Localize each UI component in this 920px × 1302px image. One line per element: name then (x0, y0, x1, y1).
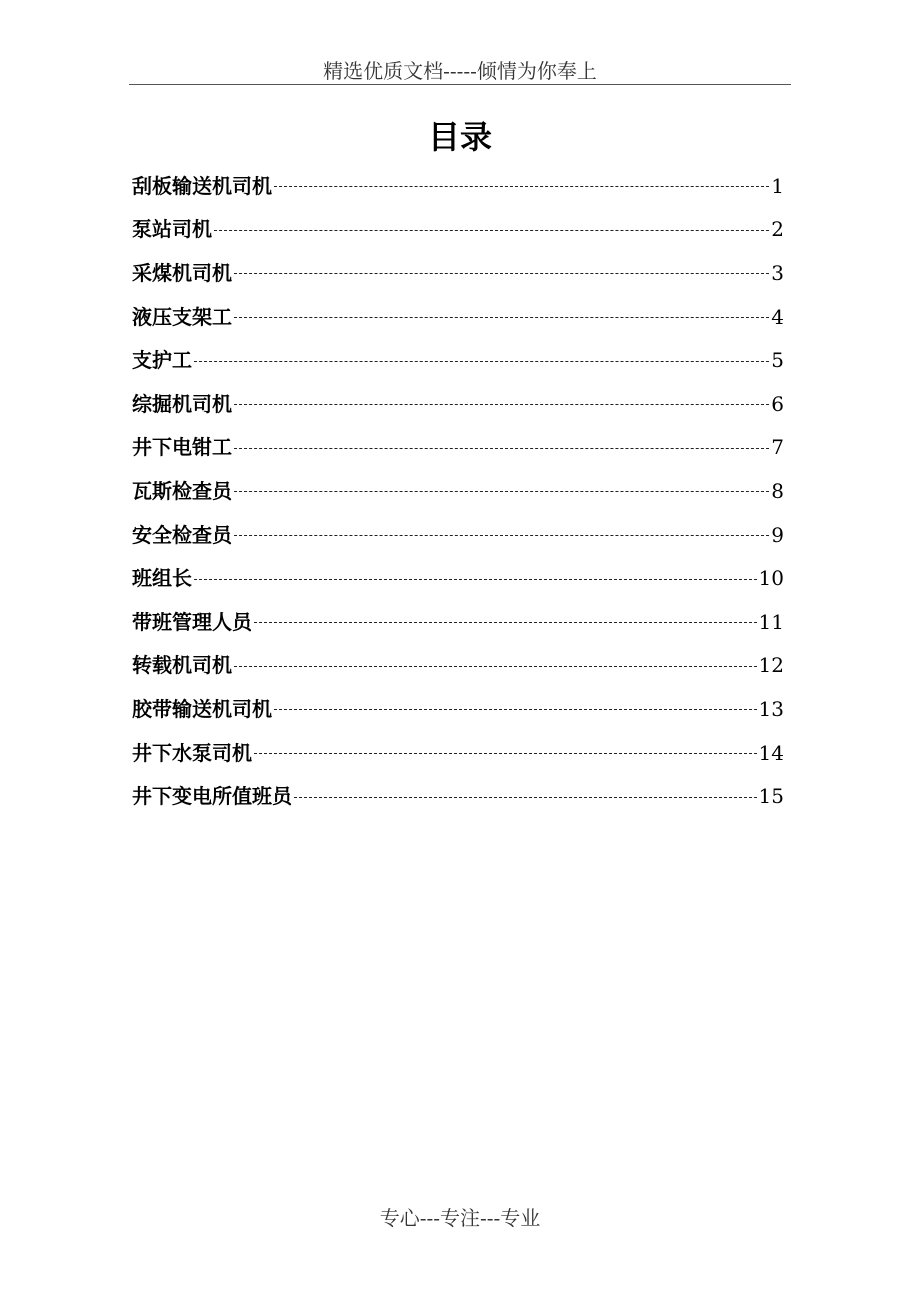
table-of-contents (132, 164, 784, 818)
toc-entry-label: 转载机司机 (132, 653, 232, 678)
toc-entry[interactable] (132, 208, 784, 252)
toc-dot-leader (234, 535, 769, 536)
toc-dot-leader (234, 317, 769, 318)
toc-page-number: 11 (758, 609, 784, 634)
toc-entry[interactable] (132, 164, 784, 208)
page-footer: 专心---专注---专业 (379, 1206, 541, 1230)
toc-page-number: 9 (771, 522, 784, 547)
toc-page-number: 2 (771, 217, 784, 242)
toc-dot-leader (214, 230, 769, 231)
toc-dot-leader (234, 448, 769, 449)
toc-entry-label: 安全检查员 (132, 522, 232, 547)
toc-page-number: 4 (771, 304, 784, 329)
toc-page-number: 7 (771, 435, 784, 460)
toc-entry-label: 综掘机司机 (132, 391, 232, 416)
toc-page-number: 15 (758, 784, 784, 809)
toc-dot-leader (294, 797, 757, 798)
toc-dot-leader (254, 753, 757, 754)
toc-page-number: 5 (771, 348, 784, 373)
toc-entry[interactable] (132, 644, 784, 688)
page-header: 精选优质文档-----倾情为你奉上 (323, 59, 597, 83)
toc-entry-label: 泵站司机 (132, 217, 212, 242)
toc-entry[interactable] (132, 382, 784, 426)
toc-title: 目录 (427, 118, 492, 156)
toc-page-number: 12 (758, 653, 784, 678)
toc-page-number: 10 (758, 566, 784, 591)
toc-dot-leader (234, 273, 769, 274)
toc-entry[interactable] (132, 731, 784, 775)
toc-entry-label: 井下变电所值班员 (132, 784, 292, 809)
toc-entry[interactable] (132, 774, 784, 818)
toc-page-number: 8 (771, 478, 784, 503)
toc-entry[interactable] (132, 295, 784, 339)
toc-dot-leader (234, 404, 769, 405)
toc-entry[interactable] (132, 687, 784, 731)
toc-dot-leader (194, 579, 757, 580)
toc-entry[interactable] (132, 469, 784, 513)
toc-entry[interactable] (132, 338, 784, 382)
toc-entry-label: 瓦斯检查员 (132, 478, 232, 503)
toc-entry-label: 采煤机司机 (132, 260, 232, 285)
toc-page-number: 6 (771, 391, 784, 416)
toc-entry-label: 支护工 (132, 348, 192, 373)
header-divider (129, 84, 791, 85)
toc-entry-label: 井下水泵司机 (132, 740, 252, 765)
toc-dot-leader (234, 666, 757, 667)
toc-page-number: 13 (758, 696, 784, 721)
toc-page-number: 3 (771, 260, 784, 285)
toc-entry-label: 班组长 (132, 566, 192, 591)
toc-entry-label: 胶带输送机司机 (132, 696, 272, 721)
toc-page-number: 14 (758, 740, 784, 765)
toc-entry-label: 液压支架工 (132, 304, 232, 329)
toc-entry-label: 带班管理人员 (132, 609, 252, 634)
toc-dot-leader (274, 709, 757, 710)
toc-entry[interactable] (132, 513, 784, 557)
toc-entry[interactable] (132, 426, 784, 470)
toc-entry-label: 刮板输送机司机 (132, 173, 272, 198)
toc-dot-leader (274, 186, 769, 187)
toc-entry[interactable] (132, 556, 784, 600)
toc-dot-leader (254, 622, 757, 623)
toc-entry-label: 井下电钳工 (132, 435, 232, 460)
toc-page-number: 1 (771, 173, 784, 198)
toc-dot-leader (194, 361, 769, 362)
toc-entry[interactable] (132, 251, 784, 295)
toc-entry[interactable] (132, 600, 784, 644)
toc-dot-leader (234, 491, 769, 492)
